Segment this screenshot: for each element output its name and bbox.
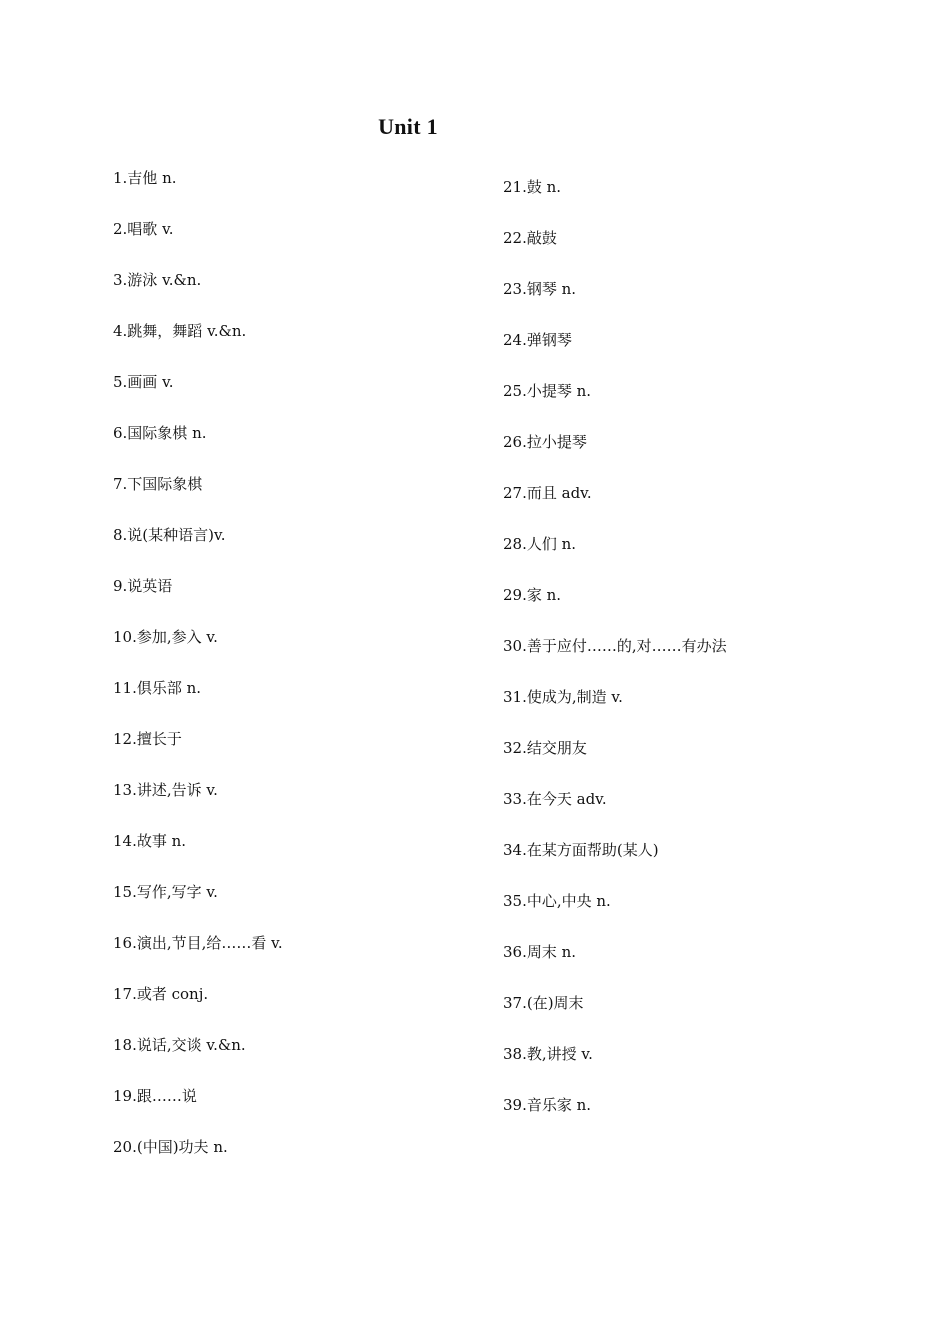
vocab-item: 16.演出,节目,给……看 v.: [113, 934, 283, 952]
vocab-item: 12.擅长于: [113, 730, 182, 748]
vocab-item: 2.唱歌 v.: [113, 220, 174, 238]
vocab-item: 3.游泳 v.&n.: [113, 271, 202, 289]
vocab-item: 20.(中国)功夫 n.: [113, 1138, 228, 1156]
vocab-item: 5.画画 v.: [113, 373, 174, 391]
vocab-item: 1.吉他 n.: [113, 169, 177, 187]
vocab-item: 9.说英语: [113, 577, 173, 595]
vocab-item: 39.音乐家 n.: [503, 1096, 592, 1114]
vocab-item: 18.说话,交谈 v.&n.: [113, 1036, 246, 1054]
vocab-item: 28.人们 n.: [503, 535, 577, 553]
vocab-item: 13.讲述,告诉 v.: [113, 781, 218, 799]
vocab-item: 24.弹钢琴: [503, 331, 572, 349]
vocab-item: 21.鼓 n.: [503, 178, 562, 196]
vocab-item: 38.教,讲授 v.: [503, 1045, 593, 1063]
vocab-item: 29.家 n.: [503, 586, 562, 604]
vocab-item: 27.而且 adv.: [503, 484, 592, 502]
vocab-item: 10.参加,参入 v.: [113, 628, 218, 646]
vocab-item: 35.中心,中央 n.: [503, 892, 611, 910]
vocab-item: 17.或者 conj.: [113, 985, 209, 1003]
vocab-item: 33.在今天 adv.: [503, 790, 607, 808]
vocab-list-right: [503, 175, 727, 1144]
vocab-item: 19.跟……说: [113, 1087, 197, 1105]
vocab-item: 36.周末 n.: [503, 943, 577, 961]
vocab-item: 11.俱乐部 n.: [113, 679, 202, 697]
vocab-item: 14.故事 n.: [113, 832, 187, 850]
vocab-item: 7.下国际象棋: [113, 475, 203, 493]
vocab-item: 34.在某方面帮助(某人): [503, 841, 659, 859]
vocab-item: 26.拉小提琴: [503, 433, 587, 451]
vocab-item: 37.(在)周末: [503, 994, 584, 1012]
vocab-item: 22.敲鼓: [503, 229, 557, 247]
vocab-item: 25.小提琴 n.: [503, 382, 592, 400]
page-title: Unit 1: [378, 114, 438, 139]
vocab-item: 32.结交朋友: [503, 739, 587, 757]
vocab-list-left: [113, 166, 283, 1186]
vocab-item: 30.善于应付……的,对……有办法: [503, 637, 727, 655]
vocab-item: 8.说(某种语言)v.: [113, 526, 226, 544]
vocab-item: 31.使成为,制造 v.: [503, 688, 623, 706]
vocab-item: 4.跳舞，舞蹈 v.&n.: [113, 322, 247, 340]
vocab-item: 6.国际象棋 n.: [113, 424, 207, 442]
vocab-item: 15.写作,写字 v.: [113, 883, 218, 901]
vocab-item: 23.钢琴 n.: [503, 280, 577, 298]
